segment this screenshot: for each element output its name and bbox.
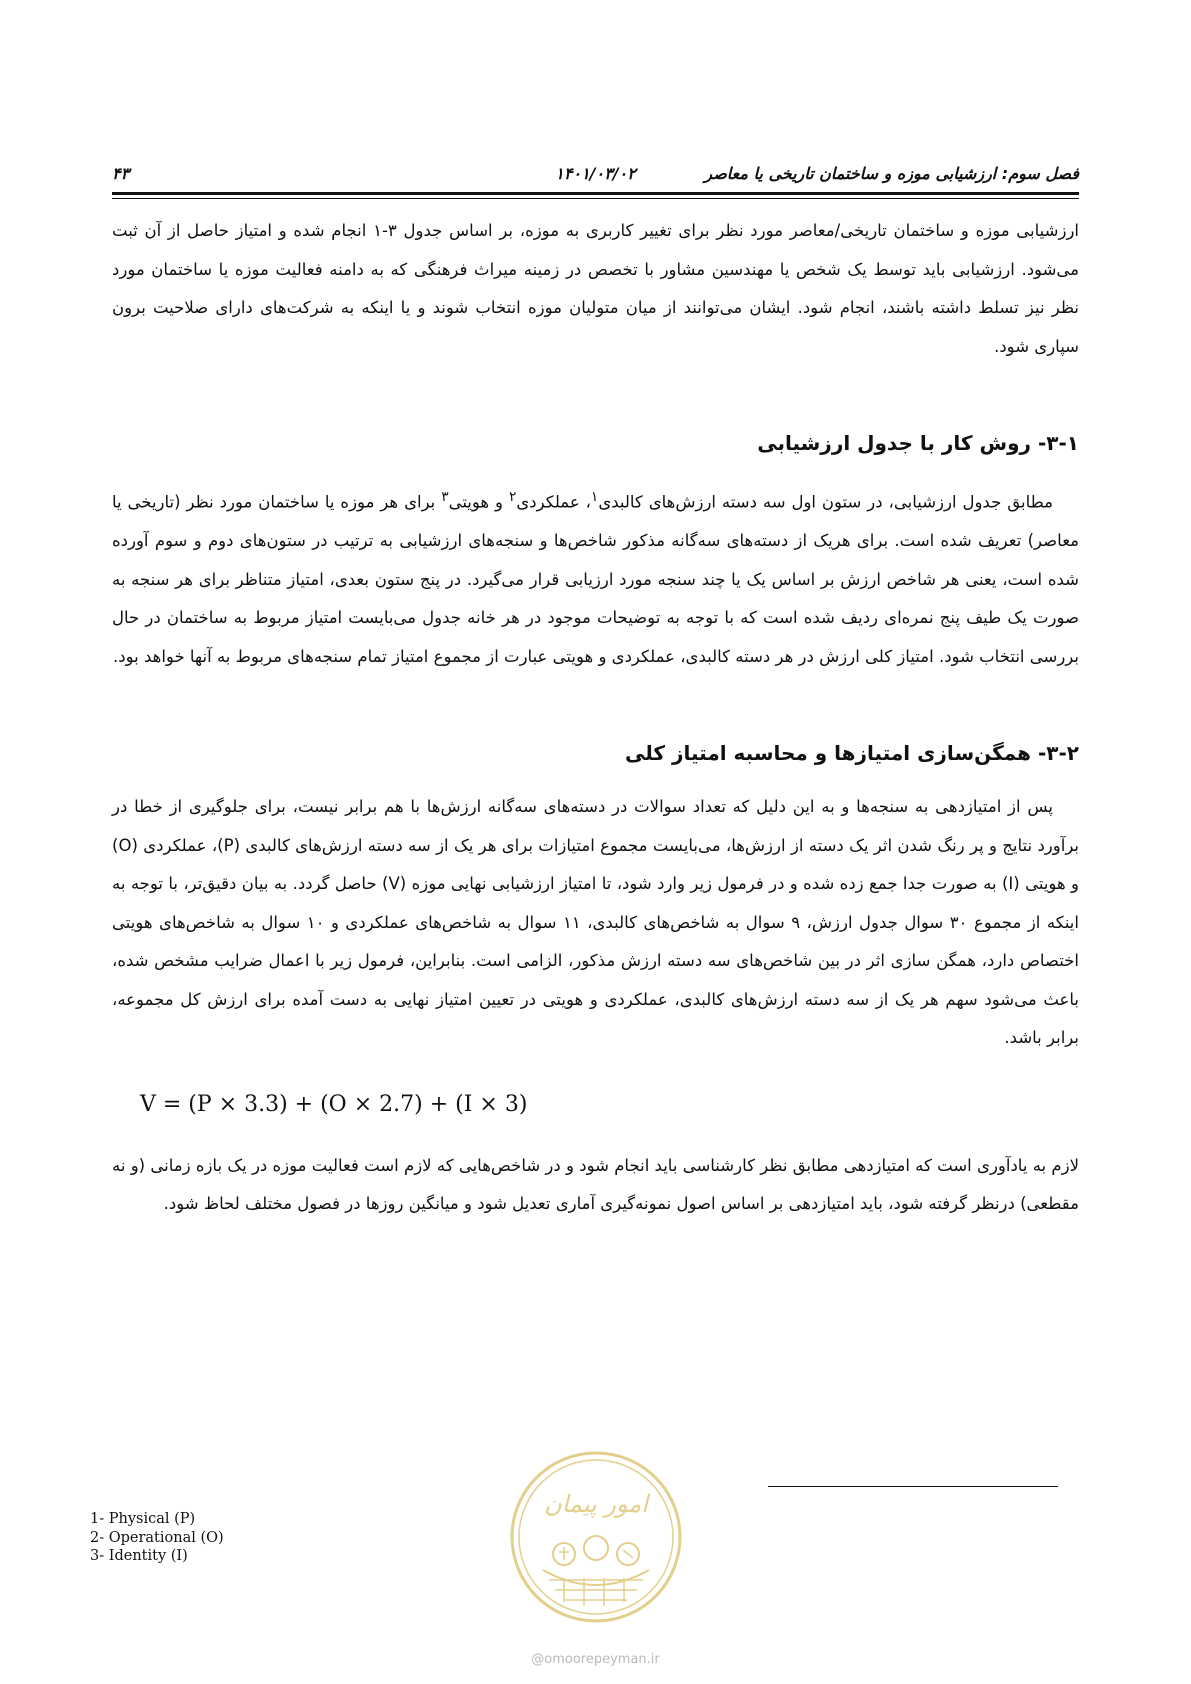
main-content xyxy=(112,212,1079,1224)
footnote-ref-3: ۳ xyxy=(441,489,449,505)
section-1-text-part1: مطابق جدول ارزشیابی، در ستون اول سه دسته ارزش‌های کالبدی xyxy=(598,492,1053,512)
watermark-seal-icon xyxy=(509,1450,683,1624)
page-number: ۴۳ xyxy=(112,164,130,183)
closing-paragraph: لازم به یادآوری است که امتیازدهی مطابق نظر کارشناسی باید انجام شود و در شاخص‌هایی که لازم است فعالیت موزه در یک بازه زمانی (و نه مقطعی) درنظر گرفته شود، باید امتیازدهی بر اساس اصول نمونه‌گیری آماری تعدیل شود و میانگین روزها در فصول مختلف لحاظ شود. xyxy=(112,1155,1079,1213)
footnotes xyxy=(90,1510,224,1566)
section-1-paragraph xyxy=(112,478,1079,676)
footnote-1: 1- Physical (P) xyxy=(90,1511,196,1527)
section-1-text-part4: برای هر موزه یا ساختمان مورد نظر (تاریخی یا معاصر) تعریف شده است. برای هریک از دسته‌های سه‌گانه مذکور شاخص‌ها و سنجه‌های ارزشیابی به ترتیب در ستون‌های دوم و سوم آورده شده است، یعنی هر شاخص ارزش بر اساس یک یا چند سنجه مورد ارزیابی قرار می‌گیرد. در پنج ستون بعدی، امتیاز متناظر برای هر سنجه به صورت یک طیف پنج نمره‌ای ردیف شده است که با توجه به توضیحات موجود در هر خانه جدول می‌بایست امتیاز مربوط به ساختمان در حال بررسی انتخاب شود. امتیاز کلی ارزش در هر دسته کالبدی، عملکردی و هویتی عبارت از مجموع امتیاز تمام سنجه‌های مربوط به آنها خواهد بود. xyxy=(112,492,1079,666)
section-1-heading: ۳-۱- روش کار با جدول ارزشیابی xyxy=(757,431,1079,455)
footnote-ref-2: ۲ xyxy=(508,489,517,505)
header-rule-thick xyxy=(112,192,1079,195)
chapter-title: فصل سوم: ارزشیابی موزه و ساختمان تاریخی یا معاصر xyxy=(704,164,1079,183)
section-1-text-part3: و هویتی xyxy=(448,492,509,512)
score-formula: V = (P × 3.3) + (O × 2.7) + (I × 3) xyxy=(140,1091,528,1117)
intro-paragraph: ارزشیابی موزه و ساختمان تاریخی/معاصر مورد نظر برای تغییر کاربری به موزه، بر اساس جدول ۳-۱ انجام شده و امتیاز حاصل از آن ثبت می‌شود. ارزشیابی باید توسط یک شخص یا مهندسین مشاور با تخصص در زمینه میراث فرهنگی که به دامنه فعالیت موزه یا ساختمان مورد نظر نیز تسلط داشته باشند، انجام شود. ایشان می‌توانند از میان متولیان موزه انتخاب شوند و یا اینکه به شرکت‌های دارای صلاحیت برون سپاری شود. xyxy=(112,221,1080,356)
watermark-url: @omoorepeyman.ir xyxy=(531,1652,660,1667)
seal-text: امور پیمان xyxy=(544,1490,648,1518)
footnote-2: 2- Operational (O) xyxy=(90,1529,224,1546)
page-header xyxy=(112,158,1079,194)
section-1-text-part2: ، عملکردی xyxy=(516,492,591,512)
footnote-separator xyxy=(768,1486,1058,1487)
section-2-paragraph: پس از امتیازدهی به سنجه‌ها و به این دلیل که تعداد سوالات در دسته‌های سه‌گانه ارزش‌ها با هم برابر نیست، برای جلوگیری از خطا در برآورد نتایج و پر رنگ شدن اثر یک دسته از ارزش‌ها، می‌بایست مجموع امتیازات برای هر یک از سه دسته ارزش‌های کالبدی (P)، عملکردی (O) و هویتی (I) به صورت جدا جمع زده شده و در فرمول زیر وارد شود، تا امتیاز ارزشیابی نهایی موزه (V) حاصل گردد. به بیان دقیق‌تر، با توجه به اینکه از مجموع ۳۰ سوال جدول ارزش، ۹ سوال به شاخص‌های کالبدی، ۱۱ سوال به شاخص‌های عملکردی و ۱۰ سوال به شاخص‌های هویتی اختصاص دارد، همگن سازی اثر در بین شاخص‌های سه دسته ارزش مذکور، الزامی است. بنابراین، فرمول زیر با اعمال ضرایب مشخص شده، باعث می‌شود سهم هر یک از سه دسته ارزش‌های کالبدی، عملکردی و هویتی در تعیین امتیاز نهایی به دست آمده برای ارزش کل مجموعه، برابر باشد. xyxy=(112,797,1080,1047)
header-date: ۱۴۰۱/۰۳/۰۲ xyxy=(555,164,636,183)
header-rule-thin xyxy=(112,198,1079,199)
footnote-ref-1: ۱ xyxy=(590,489,599,505)
section-2-heading: ۳-۲- همگن‌سازی امتیازها و محاسبه امتیاز کلی xyxy=(624,741,1079,765)
footnote-3: 3- Identity (I) xyxy=(90,1548,188,1564)
